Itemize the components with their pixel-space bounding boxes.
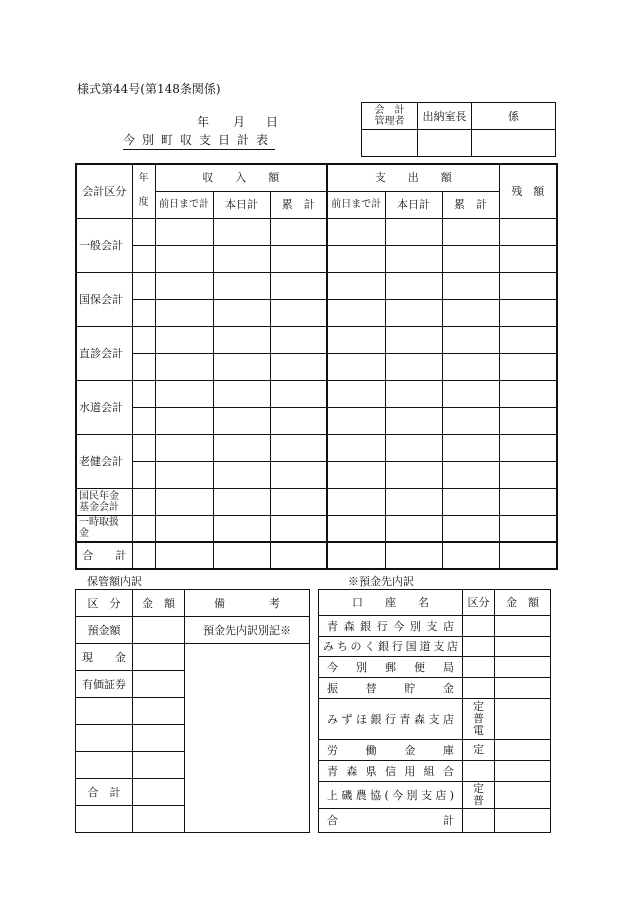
yokin-header-kingaku: 金 額 bbox=[495, 590, 551, 616]
account-michinoku-bank: みちのく銀行国道支店 bbox=[319, 637, 463, 657]
section-label-hokan: 保管額内訳 bbox=[87, 575, 142, 588]
row-label-nenkin: 国民年金 基金会計 bbox=[76, 488, 132, 515]
hokan-note: 預金先内訳別記※ bbox=[185, 617, 310, 644]
hokan-row-total: 合 計 bbox=[76, 779, 133, 806]
date-month-label: 月 bbox=[233, 115, 246, 129]
header-income-cumulative: 累 計 bbox=[270, 191, 327, 218]
account-furikae: 振替貯金 bbox=[319, 678, 463, 699]
row-label-total: 合 計 bbox=[76, 542, 132, 569]
account-mizuho-bank: みずほ銀行青森支店 bbox=[319, 699, 463, 740]
row-label-rouken: 老健会計 bbox=[76, 434, 132, 488]
yokin-total-label: 合 計 bbox=[319, 809, 463, 833]
storage-breakdown-table bbox=[75, 589, 310, 833]
form-number: 様式第44号(第148条関係) bbox=[77, 82, 221, 96]
account-kubun bbox=[463, 616, 495, 637]
approval-stamp-table bbox=[361, 102, 556, 157]
account-kamiiso-noukyou: 上磯農協(今別支店) bbox=[319, 782, 463, 809]
yokin-header-kubun: 区分 bbox=[463, 590, 495, 616]
row-label-chokushin: 直診会計 bbox=[76, 326, 132, 380]
header-income-today: 本日計 bbox=[213, 191, 270, 218]
account-aomori-bank: 青森銀行今別支店 bbox=[319, 616, 463, 637]
header-balance: 残 額 bbox=[499, 164, 557, 218]
hokan-row-yokin: 預金額 bbox=[76, 617, 133, 644]
hokan-row-genkin: 現 金 bbox=[76, 644, 133, 671]
daily-ledger-table bbox=[75, 163, 558, 570]
row-label-suidou: 水道会計 bbox=[76, 380, 132, 434]
approval-stamp-cell[interactable] bbox=[362, 130, 418, 157]
hokan-header-kubun: 区 分 bbox=[76, 590, 133, 617]
approval-stamp-cell[interactable] bbox=[418, 130, 472, 157]
approval-header-kaikei: 会 計 管理者 bbox=[362, 103, 418, 130]
date-day-label: 日 bbox=[266, 115, 279, 129]
header-expense-cumulative: 累 計 bbox=[442, 191, 499, 218]
approval-stamp-cell[interactable] bbox=[472, 130, 556, 157]
account-kubun: 定 普 bbox=[463, 782, 495, 809]
account-kubun: 定 普 電 bbox=[463, 699, 495, 740]
account-kubun bbox=[463, 761, 495, 782]
hokan-header-bikou: 備 考 bbox=[185, 590, 310, 617]
section-label-yokin: ※預金先内訳 bbox=[348, 575, 414, 588]
account-shinyou-kumiai: 青森県信用組合 bbox=[319, 761, 463, 782]
account-kubun: 定 bbox=[463, 740, 495, 761]
header-expense-prev: 前日まで計 bbox=[327, 191, 385, 218]
hokan-row-yuka: 有価証券 bbox=[76, 671, 133, 698]
header-kaikei-kubun: 会計区分 bbox=[76, 164, 132, 218]
header-income: 収 入 額 bbox=[155, 164, 327, 191]
account-kubun bbox=[463, 657, 495, 678]
header-nendo: 年 度 bbox=[132, 164, 155, 218]
date-year-label: 年 bbox=[197, 115, 210, 129]
row-label-kokuho: 国保会計 bbox=[76, 272, 132, 326]
hokan-header-kingaku: 金 額 bbox=[133, 590, 185, 617]
header-income-prev: 前日まで計 bbox=[155, 191, 213, 218]
approval-header-suitou: 出納室長 bbox=[418, 103, 472, 130]
account-kubun bbox=[463, 678, 495, 699]
row-label-ichiji: 一時取扱 金 bbox=[76, 515, 132, 542]
yokin-header-kouza: 口 座 名 bbox=[319, 590, 463, 616]
account-roukin: 労働金庫 bbox=[319, 740, 463, 761]
account-kubun bbox=[463, 637, 495, 657]
header-expense-today: 本日計 bbox=[385, 191, 442, 218]
approval-header-kakari: 係 bbox=[472, 103, 556, 130]
row-label-ippan: 一般会計 bbox=[76, 218, 132, 272]
account-imabetsu-post: 今別郵便局 bbox=[319, 657, 463, 678]
page-title: 今別町収支日計表 bbox=[123, 131, 275, 150]
deposit-breakdown-table bbox=[318, 589, 551, 833]
header-expense: 支 出 額 bbox=[327, 164, 499, 191]
